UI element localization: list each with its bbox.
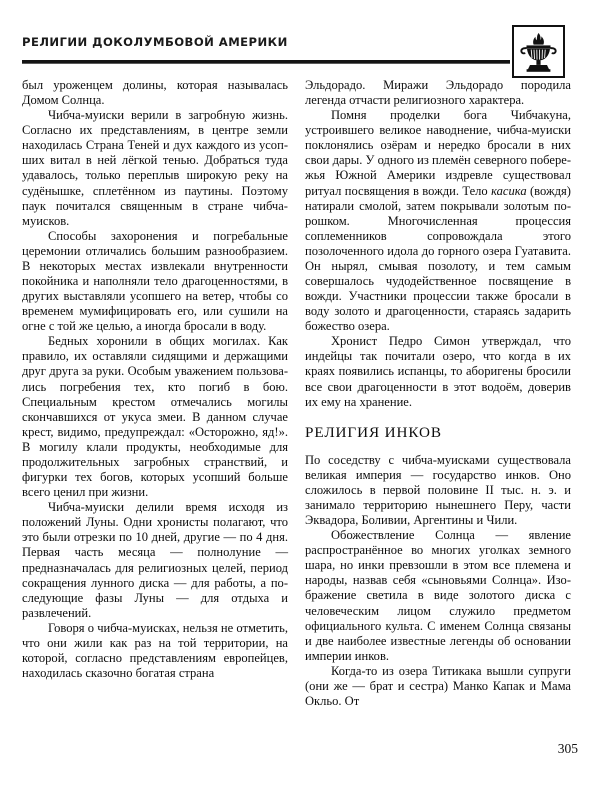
paragraph: Бедных хоронили в общих могилах. Как правило, их оставляли сидящими и держащими друг друга за руки. Особым уважением пользовались погребения тех, кто погиб в бою. Специальным крестом отмечались могилы скончавшихся от укуса змеи. В данном случае крест, видимо, предупреждал: «Осторожно, яд!». В могилу клали продукты, необходимые для продолжительных загробных странствий, и фигурки тех богов, которых усопший больше всего ценил при жизни. xyxy=(22,334,288,500)
paragraph: Когда-то из озера Титикака вышли супруги (они же — брат и сестра) Манко Капак и Мама Окльо. От xyxy=(305,663,571,708)
left-text-column xyxy=(22,78,288,681)
paragraph-text-before-term: Помня проделки бога Чибчакуна, устроившего великое наводнение, чибча-муиски поклонялись озёрам и нередко бросали в них свои дары. У одного из племён северного побережья Южной Америки издревле существовал ритуал посвящения в вожди. Тело xyxy=(305,108,571,198)
page-header xyxy=(22,30,578,82)
paragraph: Эльдорадо. Миражи Эльдорадо породила легенда отчасти религиозного характера. xyxy=(305,78,571,108)
paragraph: Хронист Педро Симон утверждал, что индейцы так почитали озеро, что когда в их краях появились испанцы, то аборигены бросили все свои драгоценности в этот водоём, доверив их ему на хранение. xyxy=(305,334,571,409)
paragraph: Чибча-муиски делили время исходя из положений Луны. Одни хронисты полагают, что это были отрезки по 10 дней, другие — по 4 дня. Первая часть месяца — полнолуние — предназначалась для религиозных целей, период сокращения лунного диска — для работы, а последующие фазы Луны — для отдыха и развлечений. xyxy=(22,500,288,620)
header-rule-shadow xyxy=(22,63,510,64)
paragraph: Говоря о чибча-муисках, нельзя не отметить, что они жили как раз на той территории, на которой, согласно представлениям европейцев, находилась сказочно богатая страна xyxy=(22,620,288,681)
paragraph: был уроженцем долины, которая называлась Домом Солнца. xyxy=(22,78,288,108)
running-head-title: РЕЛИГИИ ДОКОЛУМБОВОЙ АМЕРИКИ xyxy=(22,35,288,49)
body-columns xyxy=(22,78,578,738)
paragraph-text-after-term: (вождя) натирали смолой, затем покрывали золотым порошком. Многочисленная процессия соплеменников сопровождала этого позолоченного идола до горного озера Гуатавита. Он нырял, смывая позолоту, и тем самым совершалось чудодейственное посвящение в вожди. Участники процессии также бросали в воду золото и драгоценности, стараясь задарить божество озера. xyxy=(305,183,571,334)
paragraph: По соседству с чибча-муисками существовала великая империя — государство инков. Оно сложилось в первой половине II тыс. н. э. и занимало территорию нынешнего Перу, части Эквадора, Боливии, Аргентины и Чили. xyxy=(305,452,571,528)
page-number: 305 xyxy=(557,741,578,756)
paragraph: Чибча-муиски верили в загробную жизнь. Согласно их представлениям, в центре земли находилась Страна Теней и дух каждого из усопших витал в ней лёгкой тенью. Добраться туда удавалось, только переплыв широкую реку на судёнышке, сплетённом из паутины. Поэтому паук почитался священным в стране чибча-муисков. xyxy=(22,108,288,228)
italic-term-kasika: касика xyxy=(491,183,527,198)
section-heading-religion-of-incas: РЕЛИГИЯ ИНКОВ xyxy=(305,423,442,441)
paragraph-with-term xyxy=(305,108,571,334)
chapter-emblem-box xyxy=(512,25,565,78)
right-text-column xyxy=(305,78,571,709)
flaming-brazier-icon xyxy=(514,27,563,76)
paragraph: Обожествление Солнца — явление распространённое во многих уголках земного шара, но инки превзошли в этом все племена и народы, назвав себя «сыновьями Солнца». Изображение светила в виде золотого диска с человеческим лицом служило предметом официального культа. С именем Солнца связаны и две наиболее известные легенды об основании империи инков. xyxy=(305,528,571,663)
paragraph: Способы захоронения и погребальные церемонии отличались большим разнообразием. В некоторых местах извлекали внутренности покойника и наполняли тело драгоценностями, в других выставляли усопшего на ветер, чтобы со временем мумифицировать его, или сушили на огне с той же целью, а иногда бросали в воду. xyxy=(22,228,288,334)
